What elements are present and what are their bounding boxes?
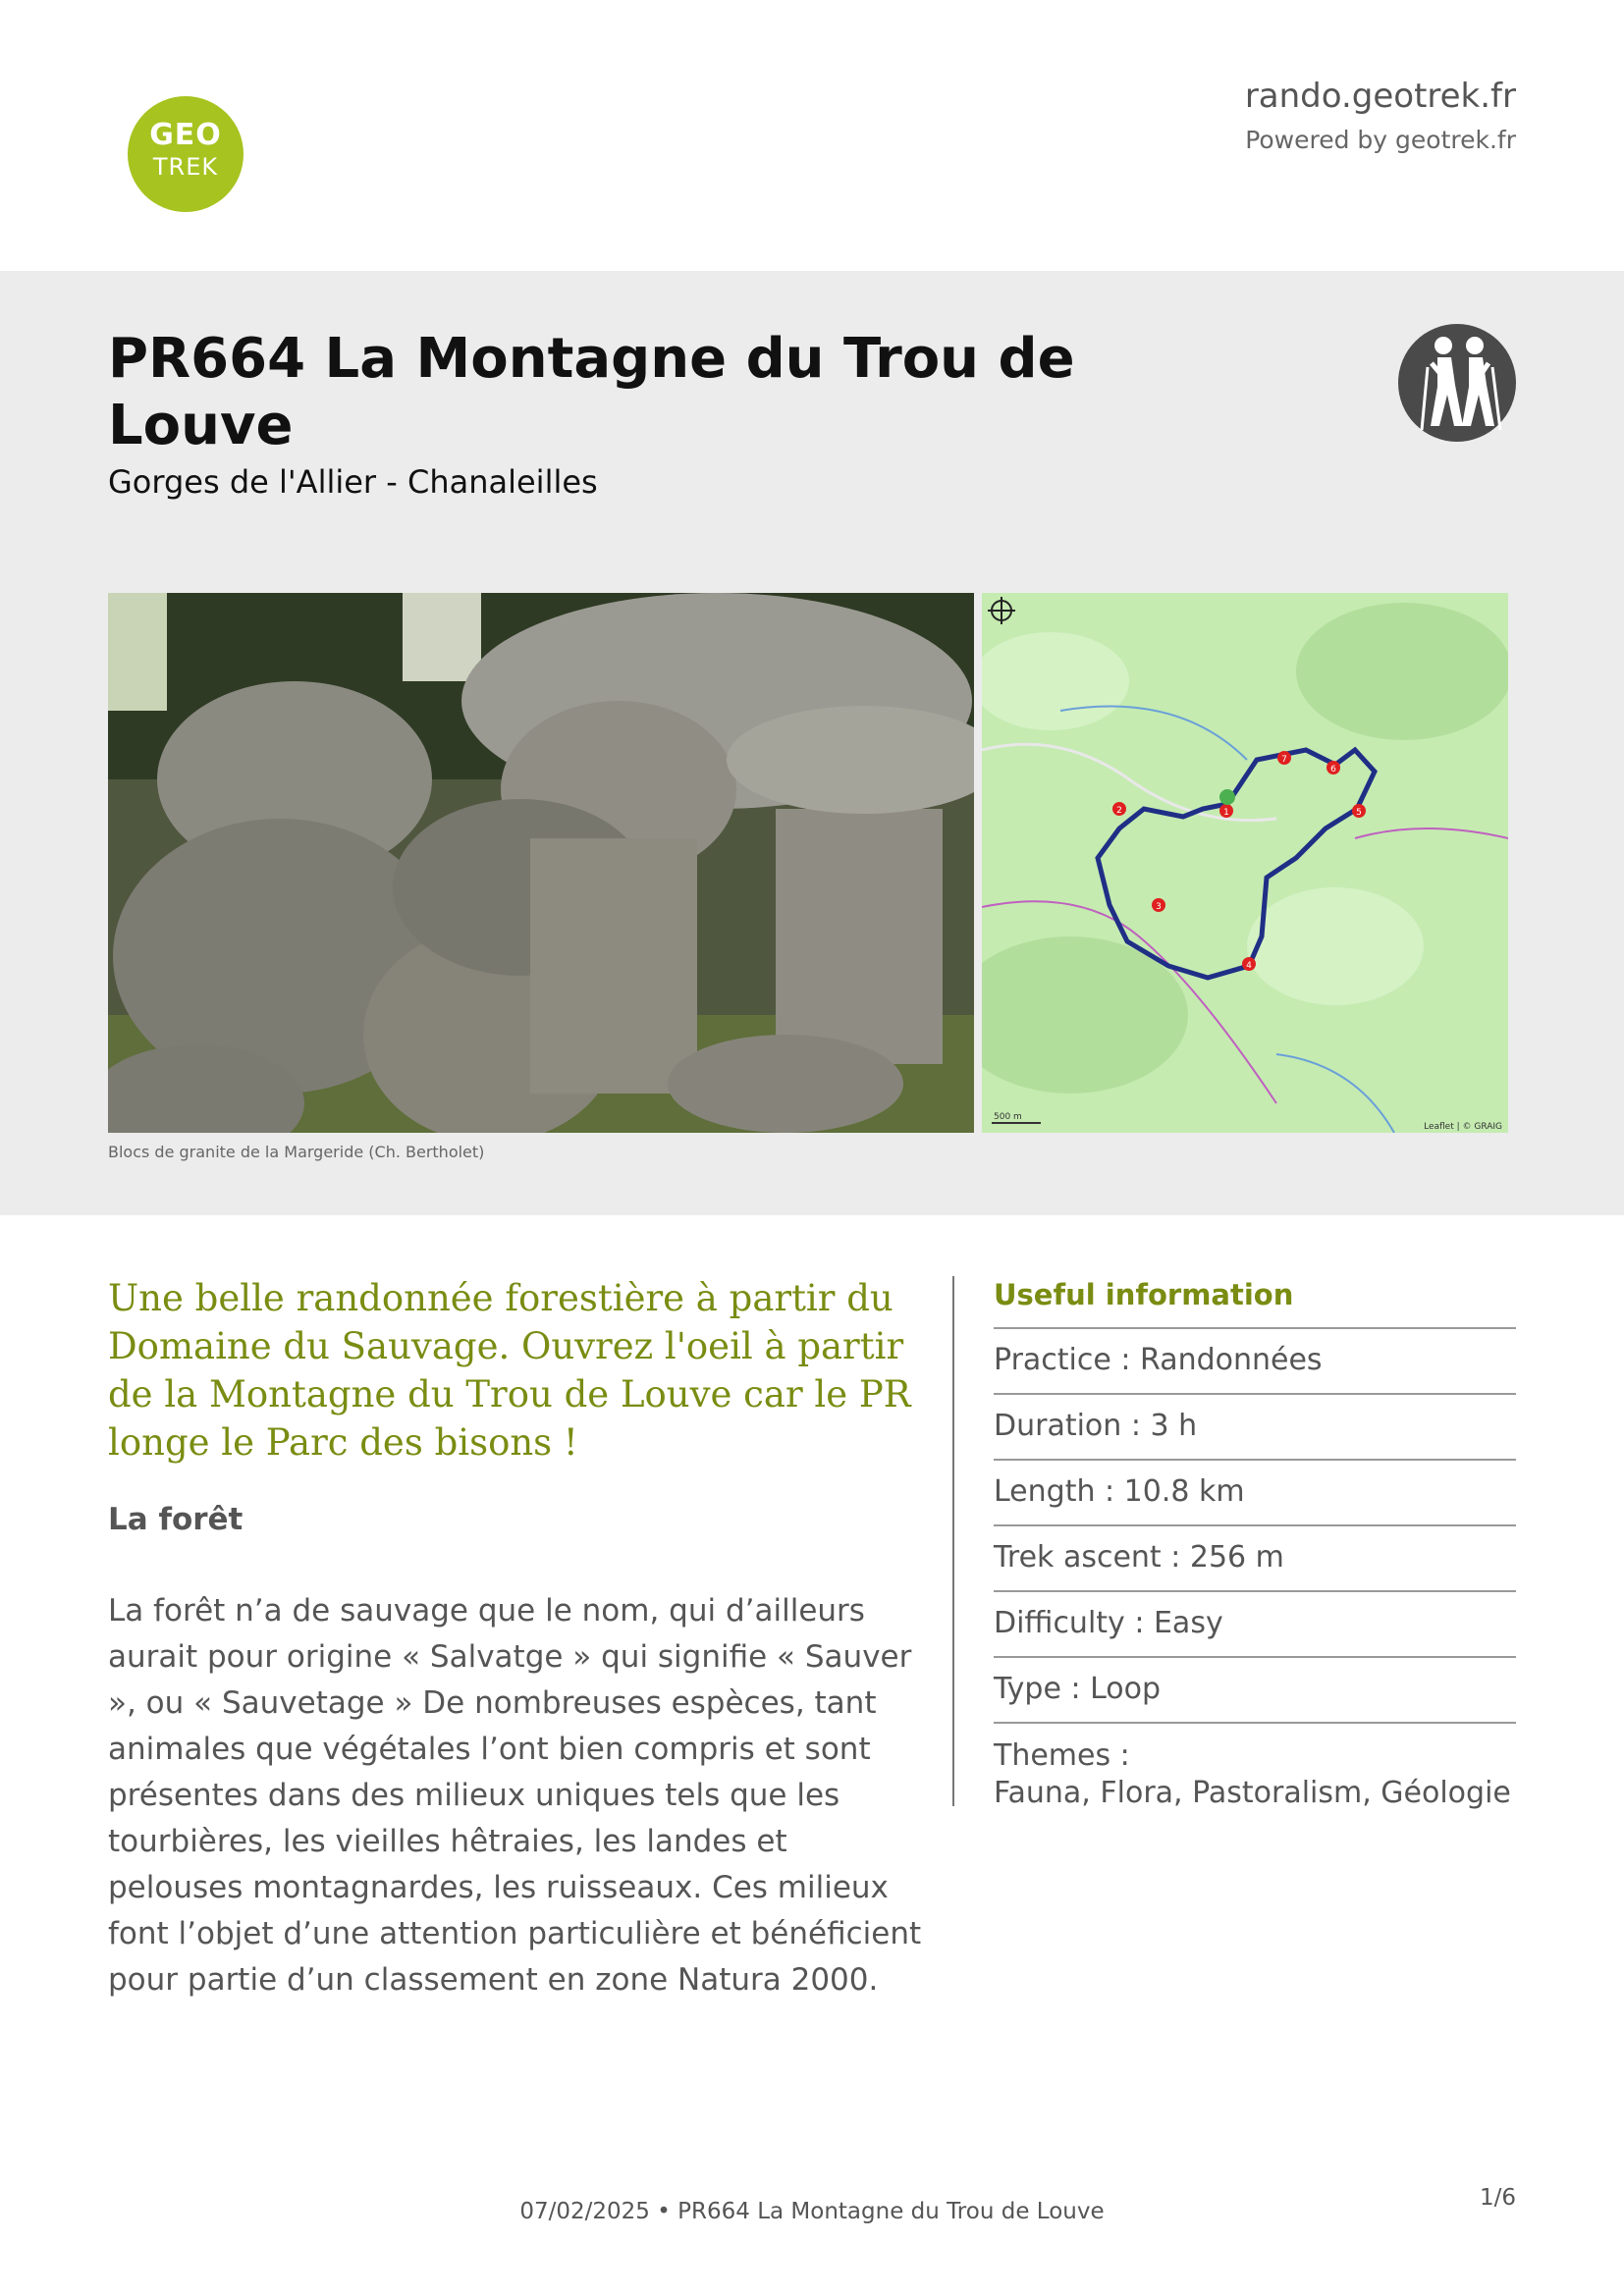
- info-ascent: Trek ascent : 256 m: [994, 1526, 1516, 1592]
- trek-map[interactable]: [982, 593, 1508, 1133]
- info-practice: Practice : Randonnées: [994, 1329, 1516, 1395]
- map-marker-label-5: 5: [1356, 808, 1362, 818]
- map-marker-label-4: 4: [1246, 961, 1252, 971]
- photo-caption: Blocs de granite de la Margeride (Ch. Bertholet): [108, 1143, 485, 1161]
- site-url[interactable]: rando.geotrek.fr: [1244, 77, 1516, 116]
- info-themes-value: Fauna, Flora, Pastoralism, Géologie: [994, 1776, 1511, 1810]
- map-marker-label-1: 1: [1223, 808, 1229, 818]
- map-attribution[interactable]: Leaflet | © GRAIG: [1424, 1122, 1502, 1132]
- useful-information-panel: [994, 1272, 1516, 1812]
- hikers-icon: [1398, 324, 1516, 442]
- info-type: Type : Loop: [994, 1658, 1516, 1724]
- granite-blocks-photo: [108, 593, 974, 1133]
- logo-text-trek: TREK: [152, 153, 219, 181]
- column-divider: [952, 1276, 954, 1806]
- map-scale-label: 500 m: [994, 1112, 1022, 1122]
- info-length: Length : 10.8 km: [994, 1461, 1516, 1526]
- section-heading: La forêt: [108, 1502, 244, 1537]
- map-marker-label-2: 2: [1116, 806, 1122, 816]
- trek-location: Gorges de l'Allier - Chanaleilles: [108, 463, 598, 501]
- page-number: 1/6: [1479, 2185, 1516, 2211]
- hikers-icon-graphic: [1398, 324, 1516, 442]
- info-difficulty: Difficulty : Easy: [994, 1592, 1516, 1658]
- geotrek-logo[interactable]: [128, 96, 244, 212]
- page-footer: 07/02/2025 • PR664 La Montagne du Trou de Louve: [519, 2199, 1105, 2224]
- map-marker-label-3: 3: [1156, 902, 1162, 912]
- info-title: Useful information: [994, 1272, 1516, 1329]
- trek-description: La forêt n’a de sauvage que le nom, qui d’ailleurs aurait pour origine « Salvatge » qui signifie « Sauver », ou « Sauvetage » De nombreuses espèces, tant animales que végétales l’ont bien compris et sont présentes dans des milieux uniques tels que les tourbières, les vieilles hêtraies, les landes et pelouses montagnardes, les ruisseaux. Ces milieux font l’objet d’une attention particulière et bénéficient pour partie d’un classement en zone Natura 2000.: [108, 1593, 922, 1998]
- logo-text-geo: GEO: [149, 118, 222, 152]
- map-marker-label-7: 7: [1281, 755, 1287, 765]
- hero-section: [0, 271, 1624, 1215]
- topographic-map: [982, 593, 1508, 1133]
- map-marker-label-6: 6: [1330, 765, 1336, 774]
- info-themes-label: Themes :: [994, 1738, 1130, 1773]
- trek-photo[interactable]: [108, 593, 974, 1133]
- page-header: [0, 0, 1624, 271]
- info-duration: Duration : 3 h: [994, 1395, 1516, 1461]
- start-marker-icon[interactable]: [1219, 789, 1235, 805]
- trek-intro: Une belle randonnée forestière à partir du Domaine du Sauvage. Ouvrez l'oeil à partir de la Montagne du Trou de Louve car le PR longe le Parc des bisons !: [108, 1277, 911, 1464]
- powered-by[interactable]: Powered by geotrek.fr: [1245, 126, 1516, 154]
- trek-title: PR664 La Montagne du Trou de Louve: [108, 327, 1075, 457]
